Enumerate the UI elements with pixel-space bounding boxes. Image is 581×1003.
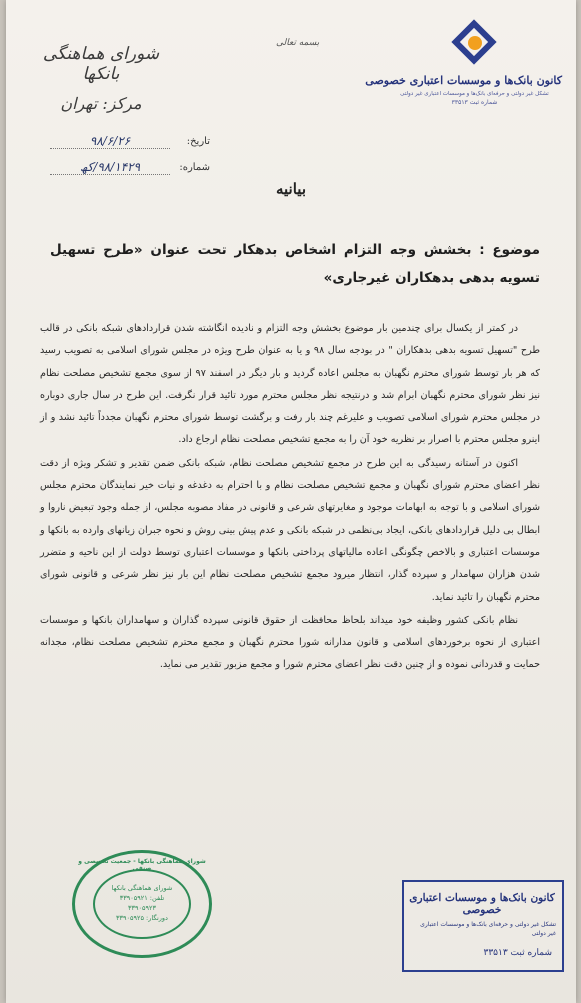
date-value: ۹۸/۶/۲۶: [50, 134, 170, 149]
association-name: کانون بانک‌ها و موسسات اعتباری خصوصی: [365, 74, 562, 87]
association-stamp-title: کانون بانک‌ها و موسسات اعتباری خصوصی: [409, 892, 555, 916]
letter-sheet: [6, 0, 576, 1003]
association-stamp-registration: شماره ثبت ۳۳۵۱۳: [483, 948, 552, 958]
document-subject: موضوع : بخشش وجه التزام اشخاص بدهکار تحت عنوان «طرح تسهیل تسویه بدهی بدهکاران غیرجاری»: [50, 242, 540, 286]
council-seal-stamp: [72, 850, 212, 958]
date-label: تاریخ:: [186, 135, 210, 147]
number-label: شماره:: [179, 161, 210, 173]
association-subtitle: تشکل غیر دولتی و حرفه‌ای بانک‌ها و موسسات اعتباری غیر دولتی: [400, 91, 549, 97]
body-paragraph-1: در کمتر از یکسال برای چندمین بار موضوع بخشش وجه التزام و نادیده انگاشته شدن قراردادهای شبکه بانکی در قالب طرح "تسهیل تسویه بدهی بدهکاران " در بودجه سال ۹۸ و یا به عنوان طرح ویژه در مجلس شورای اسلامی به تصویب رسید که هر بار توسط شورای محترم نگهبان به مجلس اعاده گردید و بار دیگر در اسفند ۹۷ از سوی مجمع تشخیص مصلحت نظام نیز نظر شورای محترم نگهبان ابرام شد و درنتیجه نظر مجلس محترم مورد تائید قرار نگرفت. این طرح در سال جاری دوباره در مجلس محترم شورای اسلامی تصویب و علیرغم چند بار رفت و برگشت توسط شورای محترم نگهبان مجدداً تائید نشد و از اینرو مجلس محترم با اصرار بر نظریه خود آن را به مجمع تشخیص مصلحت نظام ارجاع داد.: [40, 323, 540, 446]
letterhead-logo-block: [365, 20, 562, 106]
date-field: [40, 132, 210, 150]
document-body: [40, 318, 540, 678]
council-name: شورای هماهنگی بانکها: [42, 44, 160, 84]
council-seal-center-text: شورای هماهنگی بانکها تلفن: ۳۳۹۰۵۹۲۱ ۳۳۹۰۵۹۲۳ دورنگار: ۳۳۹۰۵۹۲۵: [111, 884, 173, 922]
body-paragraph-2: اکنون در آستانه رسیدگی به این طرح در مجمع تشخیص مصلحت نظام، شبکه بانکی ضمن تقدیر و تشکر ویژه از دقت نظر اعضای محترم شورای نگهبان و مجمع تشخیص مصلحت نظام و با احترام به دغدغه و نیات خیر نمایندگان محترم مجلس شورای اسلامی و با توجه به ابهامات موجود و مغایرتهای شرعی و قانونی در مفاد مصوبه مجلس، از جمله وجود تبعیض ناروا و ابطال بی دلیل قراردادهای بانکی، ایجاد بی‌نظمی در شبکه بانکی و عدم پیش بینی روش و نحوه جبران زیانهای وارده به بانکها و موسسات اعتباری و بالاخص چگونگی اعاده مالیاتهای پرداختی بانکها و موسسات اعتباری توسط دولت از این ناحیه و متضرر شدن هزاران سهامدار و سپرده گذار، انتظار میرود مجمع تشخیص مصلحت نظام این بار نیز نظر شرعی و قانونی شورای محترم نگهبان را تائید نماید.: [40, 457, 540, 603]
association-registration: شماره ثبت ۳۳۵۱۳: [451, 99, 498, 106]
association-stamp-subtitle: تشکل غیر دولتی و حرفه‌ای بانک‌ها و موسسات اعتباری غیر دولتی: [420, 921, 556, 937]
number-field: [40, 158, 210, 176]
body-paragraph-3: نظام بانکی کشور وظیفه خود میداند بلحاظ محافظت از حقوق قانونی سپرده گذاران و سهامداران بانکها و موسسات اعتباری از نحوه برخوردهای اسلامی و قانون مدارانه شورا محترم نگهبان و مجمع محترم تشخیص مصلحت نظام، مجدانه حمایت و قدردانی نموده و از چنین دقت نظر اعضای محترم شورا و مجمع مزبور تقدیر می نماید.: [40, 614, 540, 671]
council-center: مرکز: تهران: [60, 94, 142, 113]
council-seal-ring-text: شورای هماهنگی بانکها - جمعیت تخصصی و صنفی: [78, 858, 206, 872]
association-rect-stamp: [402, 880, 564, 972]
number-value: ۹۸/۱۴۲۹/کھ: [50, 160, 170, 175]
document-title: بیانیه: [275, 180, 306, 198]
bismillah-heading: بسمه تعالی: [276, 38, 320, 48]
council-header: [36, 44, 166, 113]
association-logo-icon: [452, 20, 498, 66]
